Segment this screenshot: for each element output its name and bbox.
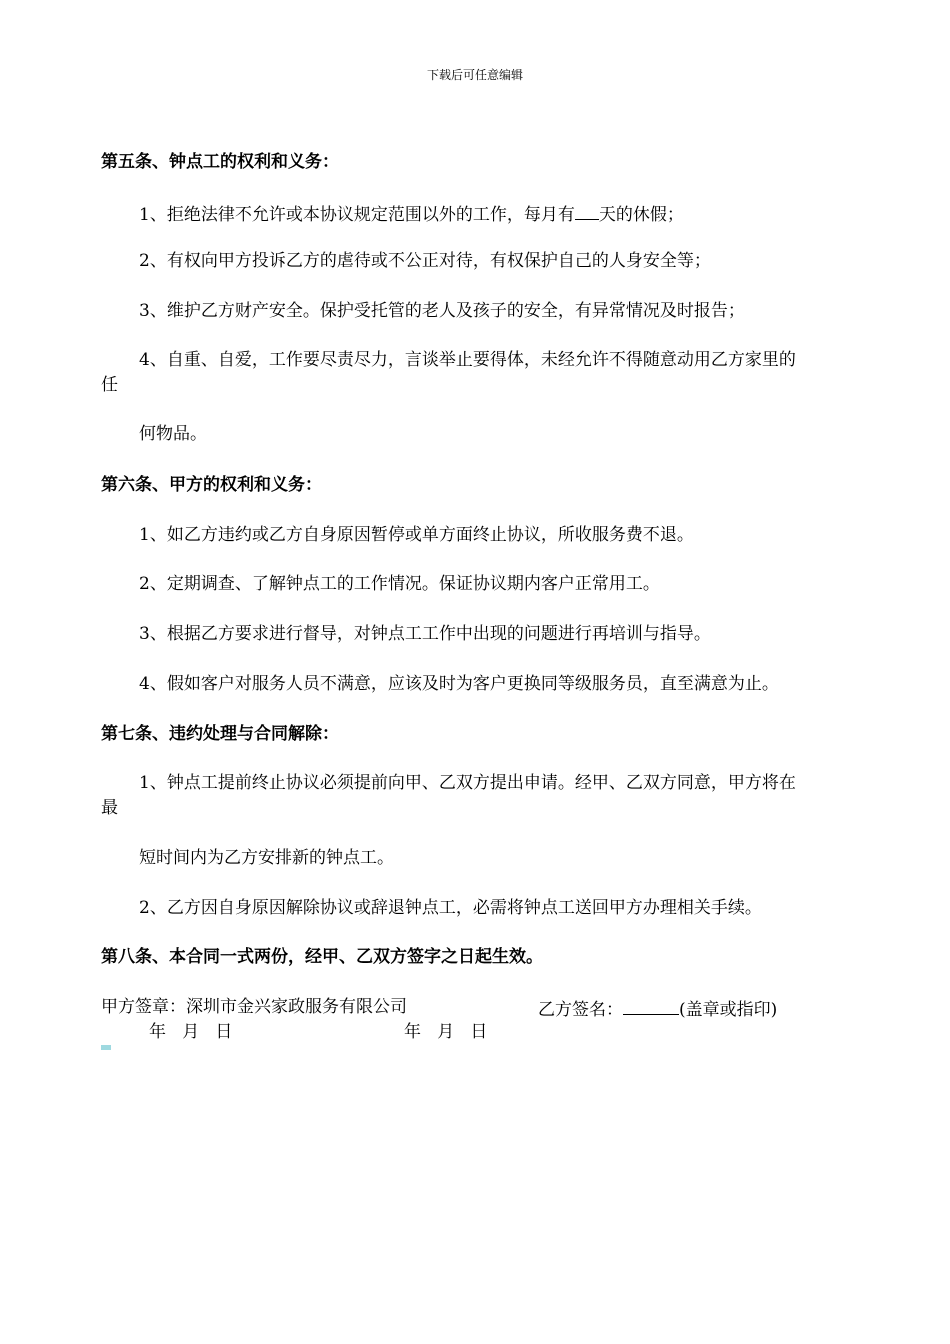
article-6-item-4: 4、假如客户对服务人员不满意，应该及时为客户更换同等级服务员，直至满意为止。 bbox=[139, 674, 779, 694]
article-5-item-2: 2、有权向甲方投诉乙方的虐待或不公正对待，有权保护自己的人身安全等； bbox=[139, 251, 711, 271]
party-b-label: 乙方签名： bbox=[538, 1000, 623, 1020]
date-party-a: 年 月 日 bbox=[149, 1022, 233, 1042]
article-6-item-3: 3、根据乙方要求进行督导，对钟点工工作中出现的问题进行再培训与指导。 bbox=[139, 624, 711, 644]
article-7-item-1-end: 短时间内为乙方安排新的钟点工。 bbox=[139, 848, 394, 868]
party-b-note: (盖章或指印) bbox=[679, 1000, 778, 1020]
days-blank bbox=[575, 201, 599, 220]
party-a-signature: 甲方签章：深圳市金兴家政服务有限公司 bbox=[101, 997, 407, 1017]
article-8-title: 第八条、本合同一式两份，经甲、乙双方签字之日起生效。 bbox=[101, 947, 543, 967]
article-7-title: 第七条、违约处理与合同解除： bbox=[101, 724, 339, 744]
article-5-item-3: 3、维护乙方财产安全。保护受托管的老人及孩子的安全，有异常情况及时报告； bbox=[139, 301, 745, 321]
header-note: 下载后可任意编辑 bbox=[426, 68, 523, 82]
article-5-item-1-text: 1、拒绝法律不允许或本协议规定范围以外的工作，每月有 bbox=[139, 205, 575, 225]
article-6-item-1: 1、如乙方违约或乙方自身原因暂停或单方面终止协议，所收服务费不退。 bbox=[139, 525, 694, 545]
article-6-title: 第六条、甲方的权利和义务： bbox=[101, 475, 322, 495]
article-7-item-2: 2、乙方因自身原因解除协议或辞退钟点工，必需将钟点工送回甲方办理相关手续。 bbox=[139, 898, 762, 918]
date-party-b: 年 月 日 bbox=[404, 1022, 488, 1042]
article-5-item-4-end: 何物品。 bbox=[139, 424, 207, 444]
article-5-item-1 bbox=[139, 201, 684, 226]
article-5-item-4: 4、自重、自爱，工作要尽责尽力，言谈举止要得体，未经允许不得随意动用乙方家里的 bbox=[139, 350, 796, 370]
article-7-item-1-wrap: 最 bbox=[101, 798, 118, 818]
party-b-signature bbox=[538, 996, 777, 1021]
article-7-item-1: 1、钟点工提前终止协议必须提前向甲、乙双方提出申请。经甲、乙双方同意，甲方将在 bbox=[139, 773, 796, 793]
highlight-mark bbox=[101, 1045, 111, 1050]
article-5-item-4-wrap: 任 bbox=[101, 375, 118, 395]
article-5-title: 第五条、钟点工的权利和义务： bbox=[101, 152, 339, 172]
party-b-blank bbox=[623, 996, 679, 1015]
article-5-item-1-suffix: 天的休假； bbox=[598, 205, 684, 225]
article-6-item-2: 2、定期调查、了解钟点工的工作情况。保证协议期内客户正常用工。 bbox=[139, 574, 660, 594]
